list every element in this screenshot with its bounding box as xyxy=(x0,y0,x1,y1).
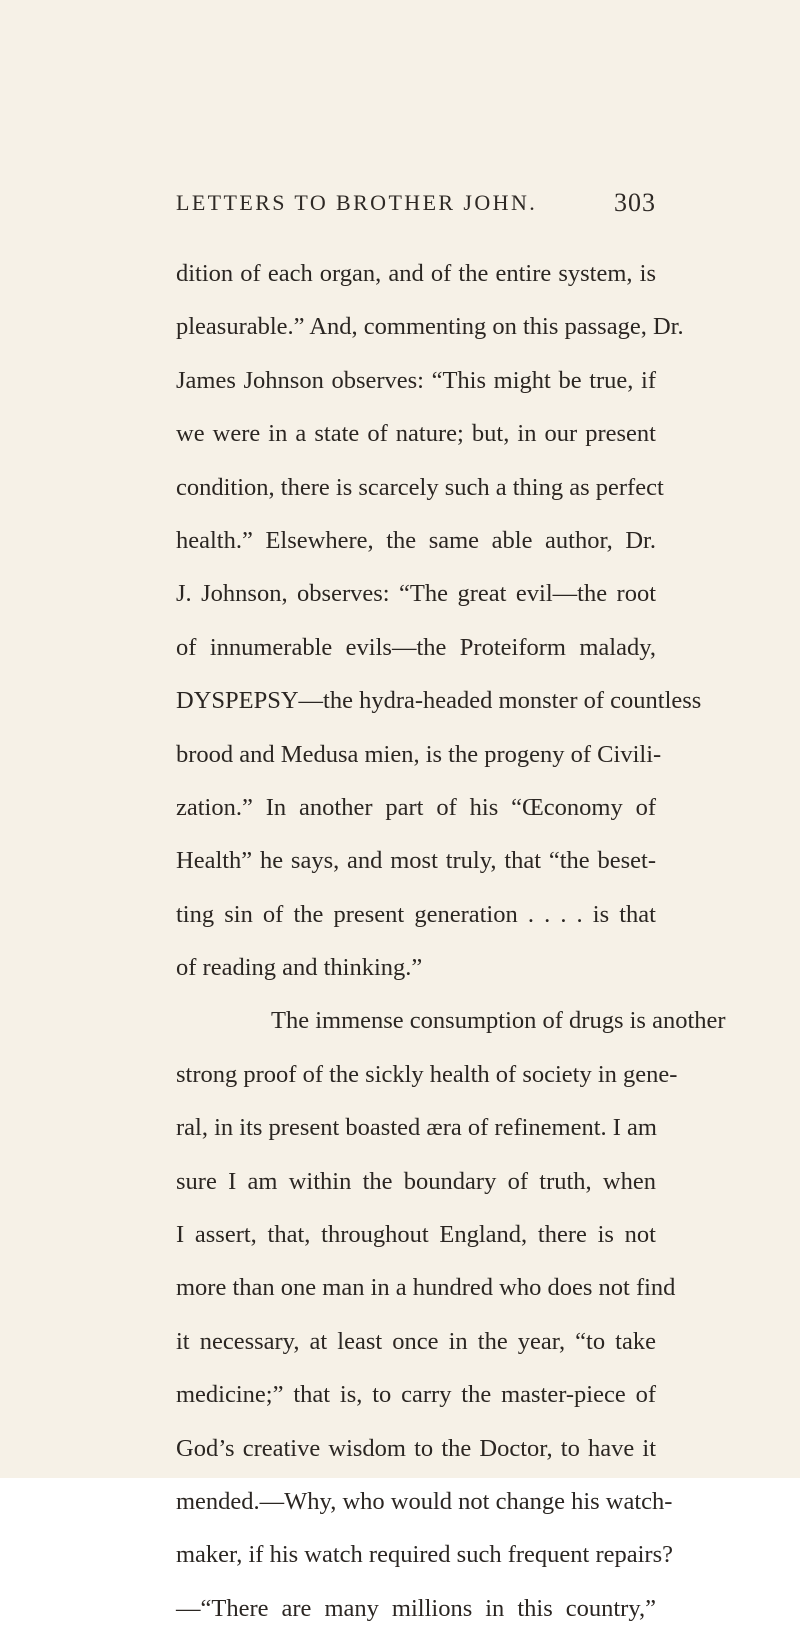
running-title: LETTERS TO BROTHER JOHN. xyxy=(176,190,538,215)
text-line-12: Health” he says, and most truly, that “the beset- xyxy=(176,847,656,875)
text-line-15: The immense consumption of drugs is another xyxy=(271,1007,726,1035)
text-line-2: pleasurable.” And, commenting on this passage, Dr. xyxy=(176,313,684,341)
text-line-20: more than one man in a hundred who does not find xyxy=(176,1274,676,1302)
text-line-13: ting sin of the present generation . . . . is that xyxy=(176,900,656,928)
text-line-7: J. Johnson, observes: “The great evil—the root xyxy=(176,580,656,608)
text-line-24: mended.—Why, who would not change his watch- xyxy=(176,1487,673,1515)
text-line-5: condition, there is scarcely such a thing as perfect xyxy=(176,473,664,501)
text-line-18: sure I am within the boundary of truth, when xyxy=(176,1167,656,1195)
text-line-4: we were in a state of nature; but, in our present xyxy=(176,420,656,448)
text-line-3: James Johnson observes: “This might be true, if xyxy=(176,366,656,394)
text-line-23: God’s creative wisdom to the Doctor, to have it xyxy=(176,1434,656,1462)
text-line-11: zation.” In another part of his “Œconomy of xyxy=(176,793,656,821)
text-line-8: of innumerable evils—the Proteiform malady, xyxy=(176,633,656,661)
text-line-26: —“There are many millions in this country,” xyxy=(176,1594,656,1622)
text-line-21: it necessary, at least once in the year, “to take xyxy=(176,1327,656,1355)
text-line-16: strong proof of the sickly health of society in gene- xyxy=(176,1060,678,1088)
text-line-1: dition of each organ, and of the entire system, is xyxy=(176,260,656,287)
text-line-17: ral, in its present boasted æra of refinement. I am xyxy=(176,1114,657,1142)
text-line-25: maker, if his watch required such frequent repairs? xyxy=(176,1541,673,1569)
text-line-22: medicine;” that is, to carry the master-piece of xyxy=(176,1381,656,1409)
text-line-6: health.” Elsewhere, the same able author, Dr. xyxy=(176,526,656,554)
page-number: 303 xyxy=(614,188,656,217)
text-line-19: I assert, that, throughout England, there is not xyxy=(176,1221,656,1249)
text-line-9: DYSPEPSY—the hydra-headed monster of countless xyxy=(176,687,702,715)
body-text xyxy=(176,247,726,1635)
running-head xyxy=(176,190,656,224)
text-line-10: brood and Medusa mien, is the progeny of Civili- xyxy=(176,740,662,768)
text-line-14: of reading and thinking.” xyxy=(176,954,423,982)
